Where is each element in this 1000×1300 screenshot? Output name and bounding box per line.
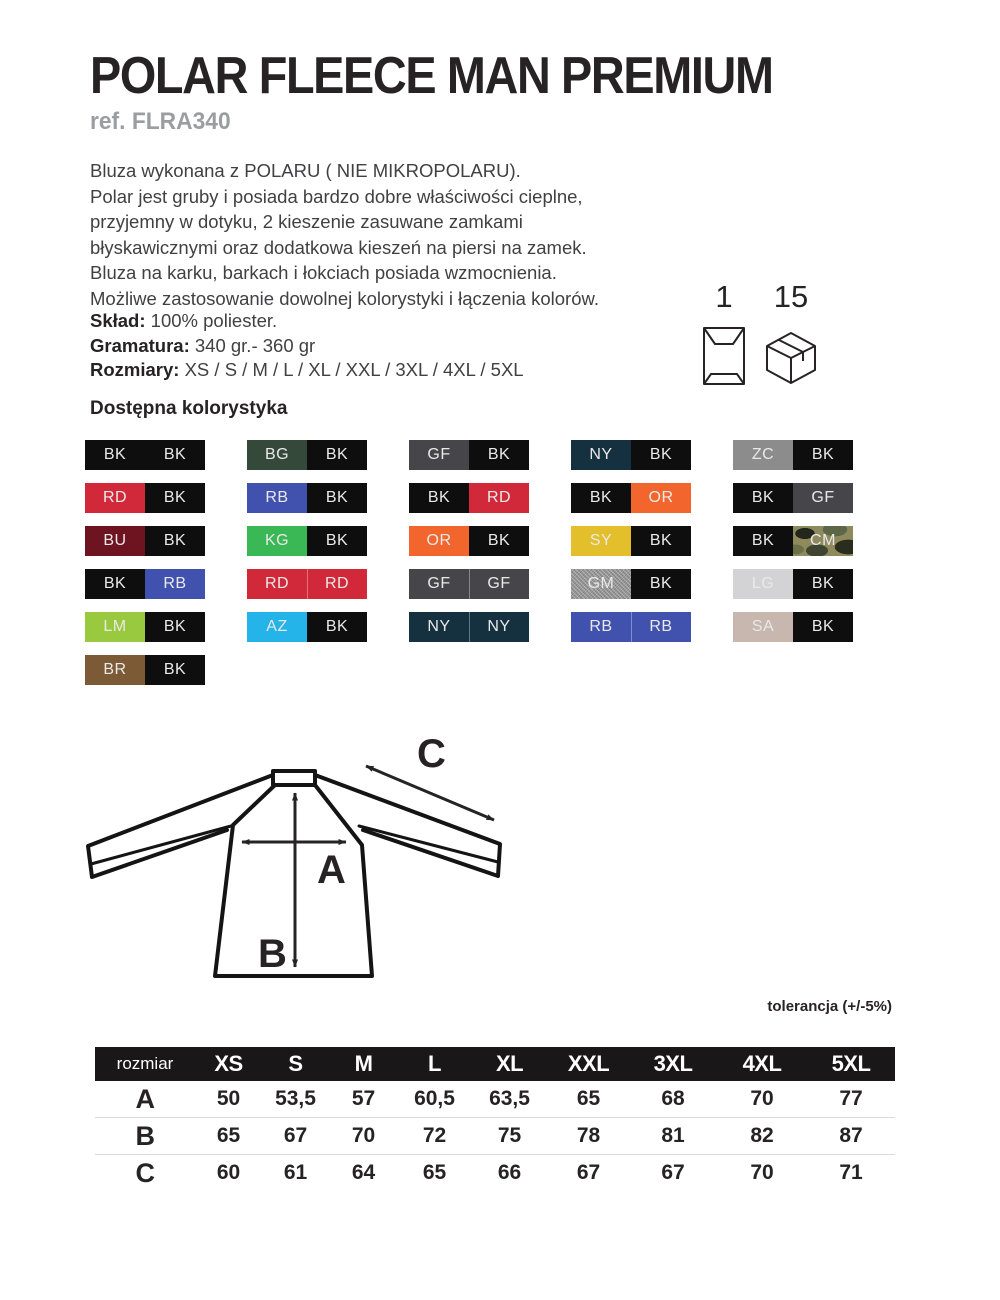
size-value-cell: 53,5 — [275, 1087, 316, 1110]
color-swatch-rb: RB — [571, 612, 631, 642]
bag-quantity: 1 — [715, 279, 733, 314]
color-combo-swatch — [409, 440, 529, 470]
size-value-cell: 82 — [717, 1118, 807, 1155]
color-combo-swatch — [247, 440, 367, 470]
spec-label: Skład: — [90, 310, 146, 331]
color-swatch-bk: BK — [733, 483, 793, 513]
size-value-cell: 57 — [351, 1087, 376, 1110]
color-combo-swatch — [247, 483, 367, 513]
size-value-cell: 63,5 — [489, 1087, 530, 1110]
color-swatch-bk: BK — [409, 483, 469, 513]
color-swatch-gf: GF — [409, 569, 469, 599]
size-table-row — [95, 1081, 895, 1118]
color-combo-swatch — [571, 526, 691, 556]
color-swatch-rd: RD — [85, 483, 145, 513]
size-value-cell: 60,5 — [414, 1087, 455, 1110]
color-swatch-bk: BK — [307, 483, 367, 513]
size-column-header: S — [262, 1047, 329, 1081]
size-column-header: M — [329, 1047, 398, 1081]
measurement-label-b: B — [258, 932, 287, 976]
color-swatch-lm: LM — [85, 612, 145, 642]
size-value-cell: 72 — [398, 1118, 471, 1155]
color-combo-swatch — [733, 569, 853, 599]
color-swatch-bk: BK — [733, 526, 793, 556]
packaging-per-bag — [703, 281, 745, 385]
size-value-cell: 67 — [548, 1155, 629, 1192]
size-value-cell: 67 — [629, 1155, 717, 1192]
color-swatch-bk: BK — [307, 612, 367, 642]
spec-value: XS / S / M / L / XL / XXL / 3XL / 4XL / 5XL — [184, 359, 524, 381]
measurement-label-a: A — [317, 848, 346, 892]
color-swatch-bk: BK — [631, 440, 691, 470]
color-combo-swatch — [85, 569, 205, 599]
size-value-cell: 87 — [807, 1118, 895, 1155]
size-value-cell: 78 — [548, 1118, 629, 1155]
packaging-info — [703, 281, 817, 385]
color-swatch-ny: NY — [571, 440, 631, 470]
size-table — [95, 1047, 895, 1191]
description-line: Możliwe zastosowanie dowolnej kolorystyki i łączenia kolorów. — [90, 287, 599, 309]
color-swatch-ny: NY — [409, 612, 469, 642]
carton-box-icon — [765, 325, 817, 385]
color-swatch-rd: RD — [247, 569, 307, 599]
color-swatch-bk: BK — [85, 569, 145, 599]
color-swatch-rb: RB — [247, 483, 307, 513]
color-swatch-kg: KG — [247, 526, 307, 556]
color-swatch-rb: RB — [145, 569, 205, 599]
color-combo-swatch — [85, 612, 205, 642]
spec-label: Gramatura: — [90, 334, 190, 356]
tolerance-note: tolerancja (+/-5%) — [767, 998, 892, 1015]
color-column — [409, 440, 529, 685]
product-specs — [90, 309, 524, 383]
color-swatch-bk: BK — [145, 440, 205, 470]
size-value-cell: 70 — [717, 1155, 807, 1192]
color-swatch-bk: BK — [631, 526, 691, 556]
color-swatch-bk: BK — [469, 526, 529, 556]
color-swatch-bk: BK — [793, 569, 853, 599]
spec-value: 340 gr.- 360 gr — [194, 334, 316, 356]
product-description — [90, 158, 599, 311]
color-swatch-bk: BK — [571, 483, 631, 513]
size-table-row — [95, 1155, 895, 1192]
spec-value: 100% poliester. — [150, 310, 278, 331]
color-combo-swatch — [409, 569, 529, 599]
packaging-per-carton — [765, 281, 817, 385]
color-swatch-rd: RD — [469, 483, 529, 513]
color-combo-swatch — [85, 526, 205, 556]
color-swatch-az: AZ — [247, 612, 307, 642]
color-swatch-bk: BK — [793, 440, 853, 470]
size-value-cell: 65 — [195, 1118, 262, 1155]
polybag-icon — [703, 325, 745, 385]
color-column — [85, 440, 205, 685]
color-combo-swatch — [571, 440, 691, 470]
spec-line-gramatura — [90, 334, 524, 359]
size-column-header: 5XL — [807, 1047, 895, 1081]
size-value-cell: 70 — [329, 1118, 398, 1155]
product-ref: ref. FLRA340 — [90, 108, 231, 135]
color-swatch-bk: BK — [145, 526, 205, 556]
measurement-row-label: B — [95, 1118, 195, 1155]
color-swatch-lg: LG — [733, 569, 793, 599]
size-value-cell: 81 — [629, 1118, 717, 1155]
color-swatch-zc: ZC — [733, 440, 793, 470]
color-swatch-rd: RD — [307, 569, 367, 599]
color-swatch-gf: GF — [793, 483, 853, 513]
color-combo-swatch — [571, 612, 691, 642]
color-combo-swatch — [409, 612, 529, 642]
size-value-cell: 77 — [839, 1087, 863, 1110]
color-swatch-ny: NY — [469, 612, 529, 642]
colors-section-heading: Dostępna kolorystyka — [90, 398, 288, 419]
size-value-cell: 68 — [661, 1087, 685, 1110]
color-column — [247, 440, 367, 685]
color-column — [733, 440, 853, 685]
measurement-row-label: A — [135, 1083, 155, 1114]
color-grid — [85, 440, 853, 685]
measurement-row-label: C — [95, 1155, 195, 1192]
size-value-cell: 64 — [329, 1155, 398, 1192]
page-title: POLAR FLEECE MAN PREMIUM — [90, 47, 773, 105]
color-swatch-bk: BK — [469, 440, 529, 470]
color-swatch-gf: GF — [469, 569, 529, 599]
color-swatch-bk: BK — [145, 655, 205, 685]
color-swatch-bk: BK — [307, 440, 367, 470]
description-line: Bluza na karku, barkach i łokciach posiada wzmocnienia. — [90, 262, 557, 283]
spec-line-rozmiary — [90, 358, 524, 383]
color-swatch-bg: BG — [247, 440, 307, 470]
size-column-header: L — [398, 1047, 471, 1081]
color-combo-swatch — [409, 483, 529, 513]
color-swatch-gf: GF — [409, 440, 469, 470]
color-combo-swatch — [85, 440, 205, 470]
size-value-cell: 71 — [807, 1155, 895, 1192]
size-value-cell: 61 — [262, 1155, 329, 1192]
color-swatch-bk: BK — [631, 569, 691, 599]
color-swatch-bk: BK — [145, 483, 205, 513]
size-table-body — [95, 1081, 895, 1191]
size-value-cell: 65 — [398, 1155, 471, 1192]
size-table-header-row — [95, 1047, 895, 1081]
color-combo-swatch — [247, 569, 367, 599]
color-combo-swatch — [733, 440, 853, 470]
color-swatch-bk: BK — [793, 612, 853, 642]
color-swatch-sy: SY — [571, 526, 631, 556]
color-swatch-gm: GM — [571, 569, 631, 599]
color-swatch-bk: BK — [307, 526, 367, 556]
color-combo-swatch — [247, 612, 367, 642]
color-combo-swatch — [571, 569, 691, 599]
size-table-corner-label: rozmiar — [95, 1047, 195, 1081]
size-column-header: 4XL — [717, 1047, 807, 1081]
size-column-header: XL — [471, 1047, 548, 1081]
color-swatch-cm: CM — [793, 526, 853, 556]
color-combo-swatch — [733, 612, 853, 642]
color-swatch-bk: BK — [85, 440, 145, 470]
size-value-cell: 70 — [750, 1087, 774, 1110]
color-swatch-or: OR — [631, 483, 691, 513]
color-swatch-sa: SA — [733, 612, 793, 642]
description-line: przyjemny w dotyku, 2 kieszenie zasuwane zamkami — [90, 211, 523, 232]
color-combo-swatch — [85, 655, 205, 685]
color-swatch-or: OR — [409, 526, 469, 556]
spec-line-sklad — [90, 309, 524, 334]
size-value-cell: 75 — [471, 1118, 548, 1155]
color-combo-swatch — [571, 483, 691, 513]
size-value-cell: 67 — [262, 1118, 329, 1155]
color-swatch-br: BR — [85, 655, 145, 685]
jacket-measurement-diagram — [70, 715, 530, 1005]
size-value-cell: 65 — [576, 1087, 601, 1110]
color-combo-swatch — [247, 526, 367, 556]
size-table-row — [95, 1118, 895, 1155]
size-value-cell: 60 — [195, 1155, 262, 1192]
color-combo-swatch — [409, 526, 529, 556]
color-column — [571, 440, 691, 685]
color-combo-swatch — [85, 483, 205, 513]
description-line: Bluza wykonana z POLARU ( NIE MIKROPOLARU). — [90, 160, 521, 181]
description-line: błyskawicznymi oraz dodatkowa kieszeń na piersi na zamek. — [90, 236, 587, 258]
spec-label: Rozmiary: — [90, 359, 180, 381]
carton-quantity: 15 — [773, 279, 809, 314]
measurement-label-c: C — [417, 732, 446, 776]
color-combo-swatch — [733, 526, 853, 556]
size-value-cell: 50 — [216, 1087, 241, 1110]
color-swatch-bu: BU — [85, 526, 145, 556]
size-column-header: XS — [195, 1047, 262, 1081]
color-swatch-rb: RB — [631, 612, 691, 642]
size-column-header: 3XL — [629, 1047, 717, 1081]
description-line: Polar jest gruby i posiada bardzo dobre właściwości cieplne, — [90, 185, 583, 207]
size-column-header: XXL — [548, 1047, 629, 1081]
color-swatch-bk: BK — [145, 612, 205, 642]
size-value-cell: 66 — [471, 1155, 548, 1192]
color-combo-swatch — [733, 483, 853, 513]
